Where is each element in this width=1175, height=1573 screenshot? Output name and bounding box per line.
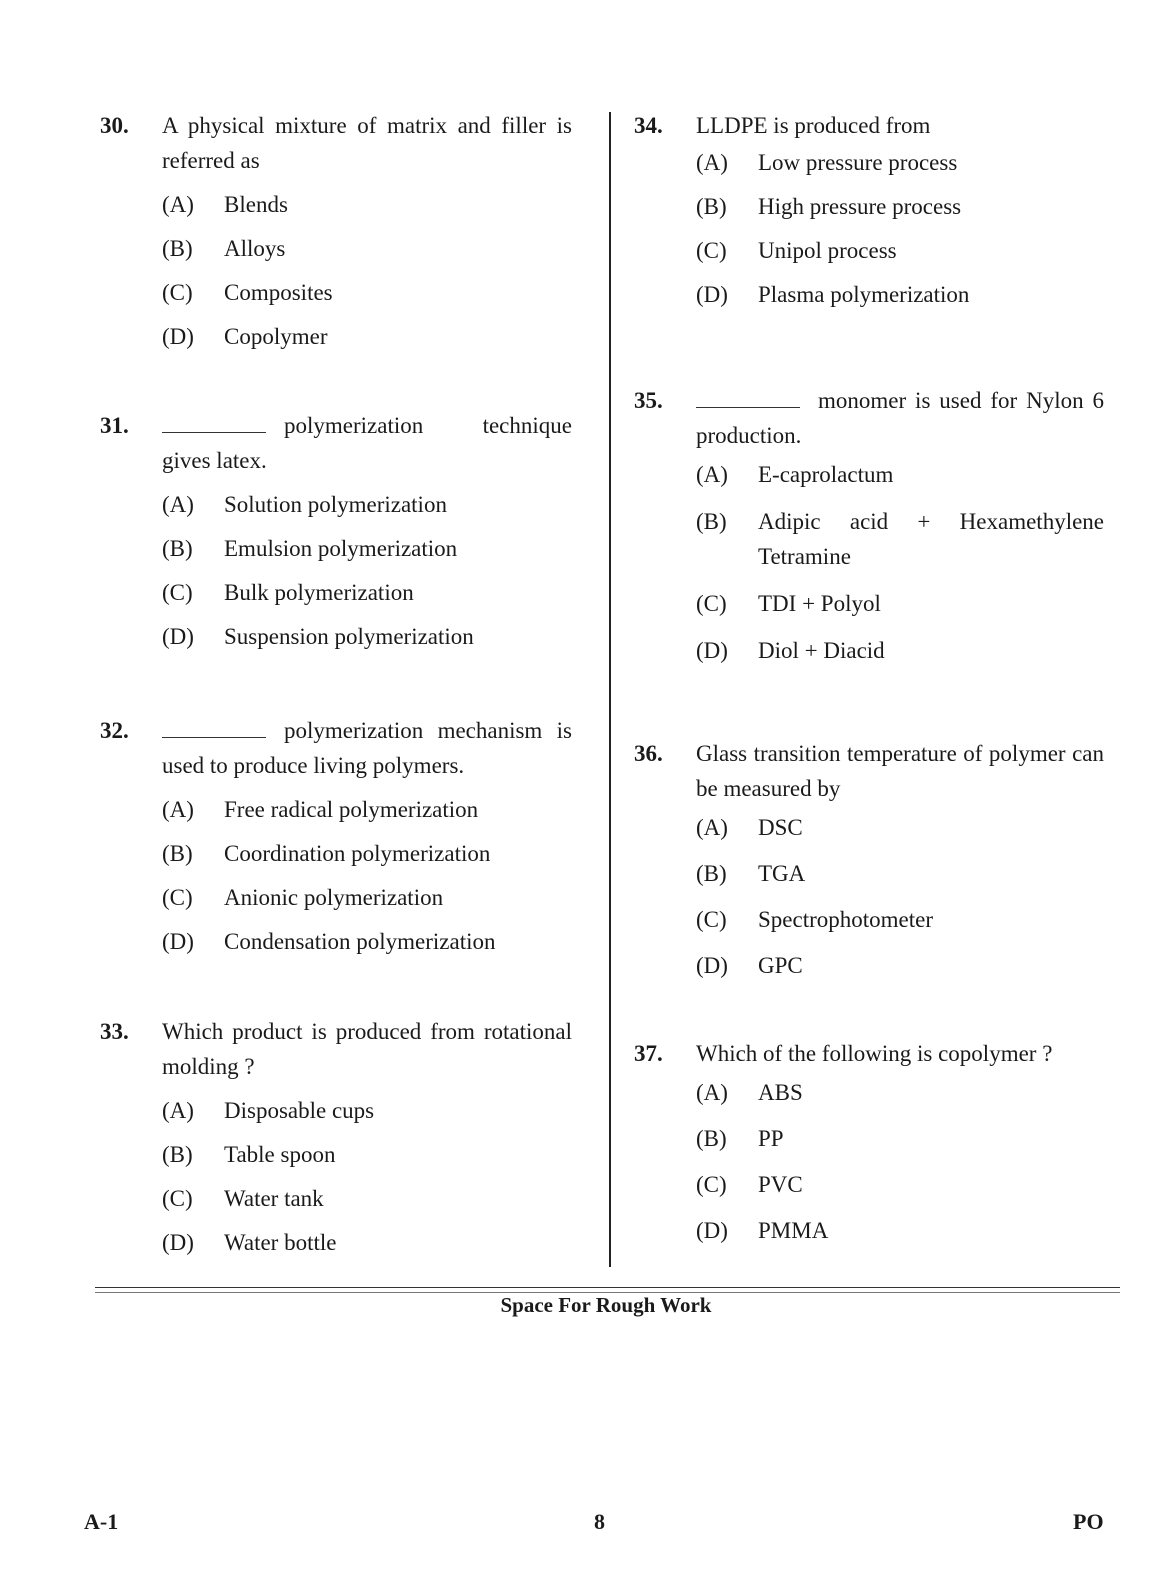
- option-d: [696, 277, 1104, 312]
- question-number: 36.: [634, 741, 663, 766]
- question-text: Which product is produced from rotational molding ?: [162, 1019, 572, 1079]
- option-label: (B): [696, 194, 727, 219]
- option-text: PMMA: [758, 1218, 829, 1243]
- question-33: [100, 1014, 572, 1269]
- option-text: Adipic acid + Hexamethylene Tetramine: [758, 509, 1104, 569]
- option-b: [162, 1137, 572, 1172]
- option-label: (B): [162, 236, 193, 261]
- option-b: [696, 189, 1104, 224]
- option-list: [696, 1075, 1104, 1248]
- option-d: [162, 619, 572, 654]
- option-b: [162, 231, 572, 266]
- option-text: Unipol process: [758, 238, 897, 263]
- option-label: (A): [162, 797, 194, 822]
- option-text: Free radical polymerization: [224, 797, 479, 822]
- option-text: Alloys: [224, 236, 286, 261]
- option-b: [696, 856, 1104, 891]
- option-text: Water bottle: [224, 1230, 337, 1255]
- option-label: (D): [162, 929, 194, 954]
- option-c: [696, 1167, 1104, 1202]
- option-d: [162, 319, 572, 354]
- question-35: [634, 383, 1104, 677]
- question-32: [100, 713, 572, 968]
- question-30: [100, 108, 572, 363]
- option-c: [162, 275, 572, 310]
- question-text: polymerization technique gives latex.: [162, 413, 572, 473]
- question-36: [634, 736, 1104, 992]
- option-label: (B): [162, 841, 193, 866]
- option-text: TGA: [758, 861, 806, 886]
- option-label: (B): [696, 1126, 727, 1151]
- option-c: [162, 575, 572, 610]
- option-label: (C): [696, 591, 727, 616]
- option-label: (B): [162, 1142, 193, 1167]
- option-label: (A): [162, 1098, 194, 1123]
- option-text: PP: [758, 1126, 784, 1151]
- option-list: [696, 145, 1104, 312]
- option-list: [162, 187, 572, 354]
- option-text: Coordination polymerization: [224, 841, 491, 866]
- option-a: [696, 457, 1104, 492]
- option-text: DSC: [758, 815, 803, 840]
- option-label: (D): [162, 624, 194, 649]
- question-text: monomer is used for Nylon 6 production.: [696, 388, 1104, 448]
- option-a: [696, 1075, 1104, 1110]
- option-d: [696, 1213, 1104, 1248]
- option-list: [162, 487, 572, 654]
- option-list: [162, 792, 572, 959]
- option-text: Anionic polymerization: [224, 885, 444, 910]
- option-label: (D): [162, 1230, 194, 1255]
- option-text: Bulk polymerization: [224, 580, 414, 605]
- option-list: [162, 1093, 572, 1260]
- option-d: [162, 924, 572, 959]
- question-number: 32.: [100, 718, 129, 743]
- question-text: Which of the following is copolymer ?: [696, 1041, 1053, 1066]
- option-label: (B): [696, 861, 727, 886]
- option-text: ABS: [758, 1080, 803, 1105]
- option-label: (A): [162, 192, 194, 217]
- option-a: [162, 487, 572, 522]
- option-text: Composites: [224, 280, 333, 305]
- question-number: 30.: [100, 113, 129, 138]
- option-label: (A): [696, 150, 728, 175]
- question-text-wrapper: [162, 408, 572, 478]
- option-c: [696, 233, 1104, 268]
- option-text: Disposable cups: [224, 1098, 375, 1123]
- fill-in-blank: [162, 717, 266, 738]
- option-text: E-caprolactum: [758, 462, 894, 487]
- question-number: 33.: [100, 1019, 129, 1044]
- question-number: 37.: [634, 1041, 663, 1066]
- option-c: [696, 902, 1104, 937]
- option-label: (B): [696, 509, 727, 534]
- option-c: [162, 1181, 572, 1216]
- option-label: (A): [696, 462, 728, 487]
- option-label: (C): [162, 280, 193, 305]
- option-label: (D): [696, 282, 728, 307]
- option-b: [162, 531, 572, 566]
- option-text: Suspension polymerization: [224, 624, 474, 649]
- question-37: [634, 1036, 1104, 1257]
- footer-booklet-code: A-1: [84, 1509, 119, 1534]
- option-text: Spectrophotometer: [758, 907, 934, 932]
- footer-page-number: 8: [594, 1509, 605, 1534]
- option-text: PVC: [758, 1172, 803, 1197]
- option-text: Copolymer: [224, 324, 328, 349]
- option-text: High pressure process: [758, 194, 962, 219]
- question-number: 31.: [100, 413, 129, 438]
- option-list: [696, 810, 1104, 983]
- rough-work-heading: Space For Rough Work: [500, 1293, 712, 1317]
- column-divider: [609, 112, 611, 1267]
- option-d: [162, 1225, 572, 1260]
- question-31: [100, 408, 572, 663]
- question-text: A physical mixture of matrix and filler is referred as: [162, 113, 572, 173]
- option-text: Solution polymerization: [224, 492, 447, 517]
- option-label: (B): [162, 536, 193, 561]
- option-a: [696, 145, 1104, 180]
- rough-work-rule-top: [95, 1287, 1120, 1288]
- option-label: (C): [696, 907, 727, 932]
- fill-in-blank: [696, 387, 800, 408]
- option-text: TDI + Polyol: [758, 591, 881, 616]
- option-label: (C): [162, 885, 193, 910]
- option-text: Blends: [224, 192, 288, 217]
- question-text-wrapper: [162, 713, 572, 783]
- question-number: 34.: [634, 113, 663, 138]
- option-text: GPC: [758, 953, 803, 978]
- question-number: 35.: [634, 388, 663, 413]
- option-a: [162, 1093, 572, 1128]
- question-text: LLDPE is produced from: [696, 113, 931, 138]
- option-c: [162, 880, 572, 915]
- option-text: Condensation polymerization: [224, 929, 496, 954]
- question-text-wrapper: [696, 383, 1104, 453]
- option-text: Plasma polymerization: [758, 282, 970, 307]
- option-text: Low pressure process: [758, 150, 958, 175]
- option-b: [696, 1121, 1104, 1156]
- option-label: (D): [696, 638, 728, 663]
- option-a: [162, 792, 572, 827]
- footer-subject-code: PO: [1073, 1509, 1104, 1534]
- option-c: [696, 586, 1104, 621]
- fill-in-blank: [162, 412, 266, 433]
- option-text: Table spoon: [224, 1142, 336, 1167]
- option-label: (A): [696, 1080, 728, 1105]
- option-label: (C): [696, 238, 727, 263]
- option-a: [162, 187, 572, 222]
- option-d: [696, 633, 1104, 668]
- option-d: [696, 948, 1104, 983]
- option-text: Diol + Diacid: [758, 638, 885, 663]
- option-label: (C): [162, 1186, 193, 1211]
- option-list: [696, 457, 1104, 668]
- option-text: Emulsion polymerization: [224, 536, 458, 561]
- option-label: (C): [162, 580, 193, 605]
- option-label: (A): [162, 492, 194, 517]
- option-a: [696, 810, 1104, 845]
- question-text: polymerization mechanism is used to produce living polymers.: [162, 718, 572, 778]
- option-label: (D): [696, 1218, 728, 1243]
- option-label: (A): [696, 815, 728, 840]
- option-b: [162, 836, 572, 871]
- question-34: [634, 108, 1104, 321]
- option-label: (D): [162, 324, 194, 349]
- option-text: Water tank: [224, 1186, 324, 1211]
- option-label: (D): [696, 953, 728, 978]
- option-label: (C): [696, 1172, 727, 1197]
- option-b: [696, 504, 1104, 574]
- question-text: Glass transition temperature of polymer can be measured by: [696, 741, 1104, 801]
